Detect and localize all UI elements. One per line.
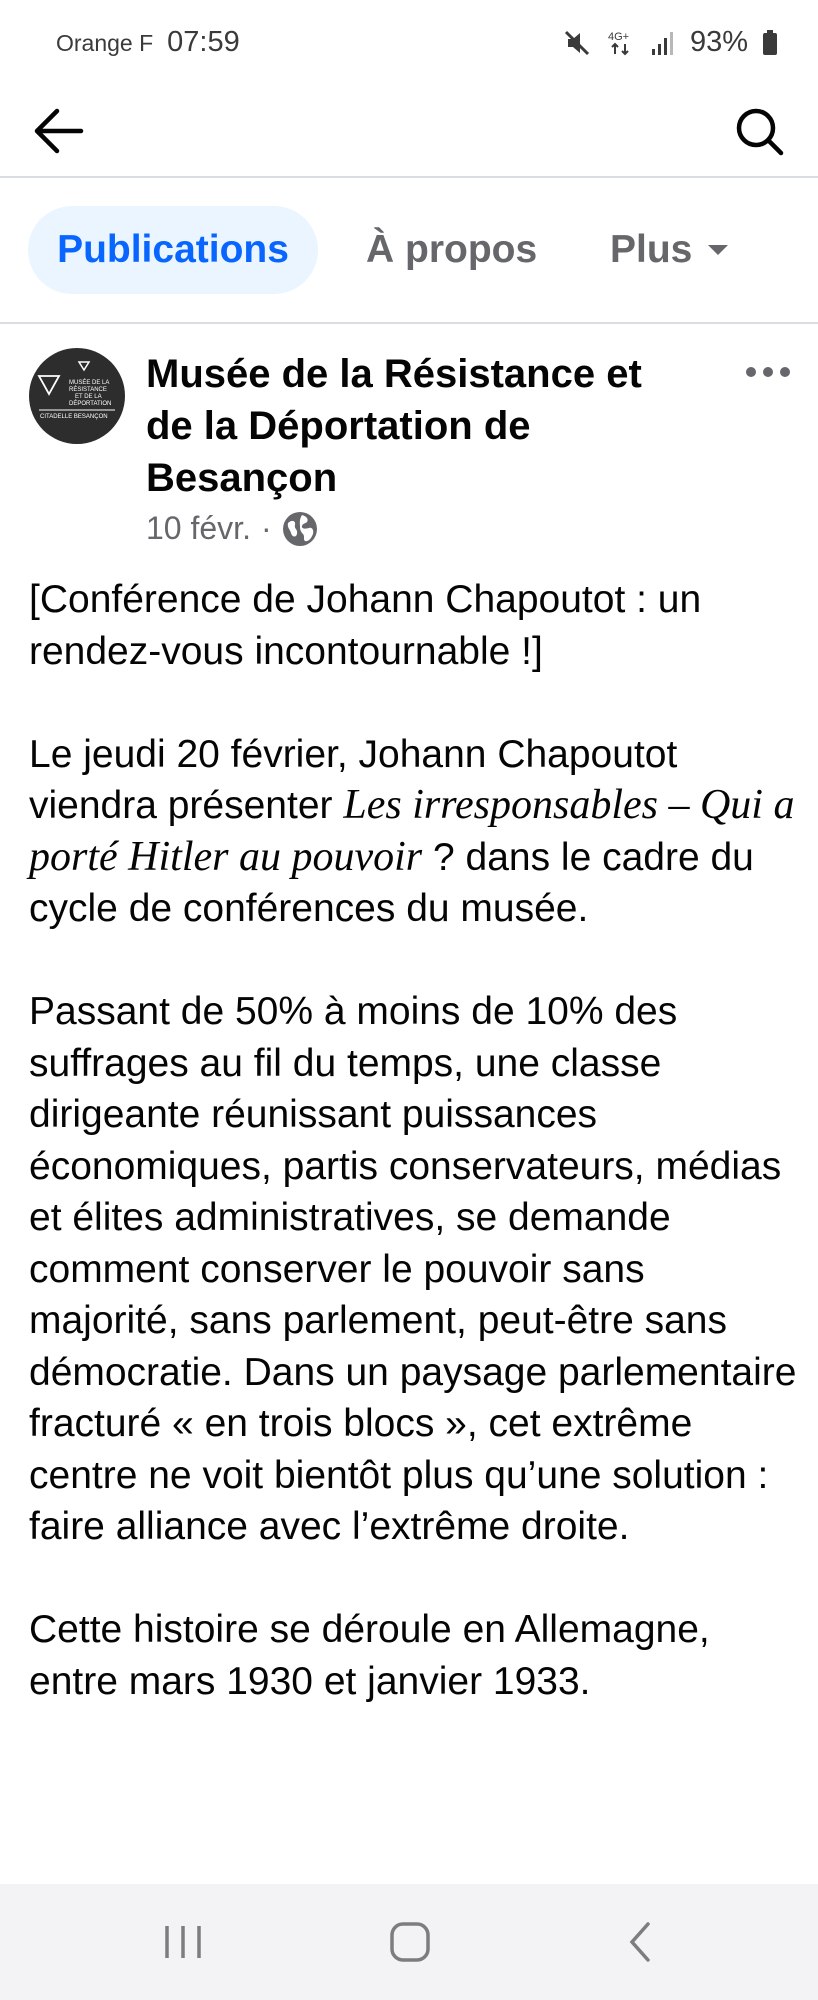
signal-icon [650, 29, 676, 57]
network-type: 4G+ [607, 30, 630, 43]
top-app-bar [0, 86, 818, 178]
tab-publications[interactable] [28, 206, 318, 294]
post-meta [146, 510, 318, 547]
tab-more[interactable] [590, 206, 750, 294]
recent-apps-button[interactable] [143, 1912, 223, 1972]
tab-label: À propos [366, 228, 538, 271]
system-back-button[interactable] [600, 1912, 680, 1972]
post-text-run: ? dans le cadre du cycle de conférences du musée. [29, 835, 754, 930]
post-text-run: Le jeudi 20 février, Johann Chapoutot viendra présenter [29, 732, 678, 827]
page-name[interactable]: Musée de la Résistance et de la Déportation de Besançon [146, 352, 642, 500]
svg-text:MUSÉE DE LA: MUSÉE DE LA [69, 380, 110, 386]
network-icon [606, 28, 636, 58]
more-dots-icon [744, 365, 792, 379]
page-avatar[interactable] [29, 348, 125, 444]
search-icon [733, 105, 785, 157]
arrow-left-icon [31, 103, 87, 159]
museum-logo [29, 348, 125, 444]
tab-label: Publications [57, 228, 289, 271]
svg-text:RÉSISTANCE: RÉSISTANCE [69, 387, 107, 393]
globe-icon [282, 511, 318, 547]
battery-icon [762, 30, 778, 56]
post-paragraph [29, 729, 799, 935]
post-text [29, 574, 799, 1759]
svg-text:CITADELLE BESANÇON: CITADELLE BESANÇON [40, 414, 108, 420]
status-bar [0, 0, 818, 86]
carrier-name: Orange F [56, 30, 154, 56]
status-left [56, 26, 240, 59]
post-date[interactable]: 10 févr. [146, 510, 251, 546]
svg-text:DÉPORTATION: DÉPORTATION [69, 401, 112, 407]
chevron-left-icon [624, 1920, 656, 1964]
post-paragraph: Passant de 50% à moins de 10% des suffrages au fil du temps, une classe dirigeante réunissant puissances économiques, partis conservateurs, médias et élites administratives, se demande comment conserver le pouvoir sans majorité, sans parlement, peut-être sans démocratie. Dans un paysage parlementaire fracturé « en trois blocs », cet extrême centre ne voit bientôt plus qu’une solution : faire alliance avec l’extrême droite. [29, 990, 797, 1548]
meta-separator: · [260, 510, 272, 546]
status-right [562, 26, 778, 59]
battery-level: 93% [689, 26, 748, 58]
home-button[interactable] [370, 1912, 450, 1972]
post-paragraph: [Conférence de Johann Chapoutot : un rendez-vous incontournable !] [29, 578, 702, 673]
caret-down-icon [706, 242, 730, 258]
post-paragraph: Cette histoire se déroule en Allemagne, entre mars 1930 et janvier 1933. [29, 1608, 710, 1703]
tab-label: Plus [610, 228, 693, 271]
tab-about[interactable] [346, 206, 557, 294]
post-header [0, 324, 818, 550]
svg-text:ET DE LA: ET DE LA [75, 394, 102, 400]
book-title: Les irresponsables – Qui a porté Hitler au pouvoir [29, 782, 795, 880]
back-button[interactable] [28, 100, 90, 162]
page-tabs [0, 178, 818, 324]
search-button[interactable] [728, 100, 790, 162]
recent-apps-icon [161, 1922, 205, 1962]
mute-icon [562, 28, 592, 58]
system-nav-bar [0, 1884, 818, 2000]
post-more-button[interactable] [738, 352, 798, 392]
home-icon [388, 1920, 432, 1964]
clock: 07:59 [167, 26, 240, 58]
